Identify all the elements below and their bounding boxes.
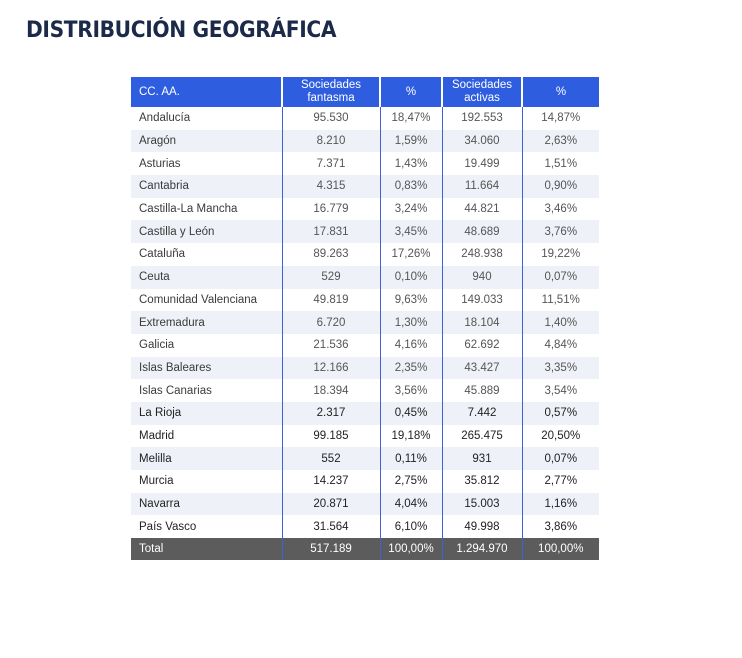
cell-region: Islas Canarias [131, 379, 282, 402]
cell-active: 11.664 [442, 175, 522, 198]
cell-region: Murcia [131, 470, 282, 493]
cell-active: 34.060 [442, 130, 522, 153]
cell-ghost-pct: 1,43% [380, 152, 442, 175]
header-ghost-percent [380, 77, 442, 107]
cell-ghost: 31.564 [282, 515, 380, 538]
total-ghost: 517.189 [282, 538, 380, 560]
cell-ghost-pct: 1,59% [380, 130, 442, 153]
cell-active-pct: 1,16% [522, 493, 599, 516]
cell-ghost: 16.779 [282, 198, 380, 221]
cell-ghost: 21.536 [282, 334, 380, 357]
cell-ghost-pct: 2,35% [380, 357, 442, 380]
header-region [131, 77, 282, 107]
cell-active: 192.553 [442, 107, 522, 130]
cell-region: Melilla [131, 447, 282, 470]
cell-active-pct: 20,50% [522, 425, 599, 448]
cell-ghost: 6.720 [282, 311, 380, 334]
cell-ghost: 12.166 [282, 357, 380, 380]
cell-ghost: 17.831 [282, 220, 380, 243]
cell-region: Madrid [131, 425, 282, 448]
table-row [131, 379, 599, 402]
cell-active-pct: 3,35% [522, 357, 599, 380]
cell-active: 62.692 [442, 334, 522, 357]
cell-ghost: 89.263 [282, 243, 380, 266]
cell-active-pct: 0,07% [522, 266, 599, 289]
cell-ghost: 8.210 [282, 130, 380, 153]
cell-ghost-pct: 18,47% [380, 107, 442, 130]
cell-ghost-pct: 3,45% [380, 220, 442, 243]
cell-active: 45.889 [442, 379, 522, 402]
total-label: Total [131, 538, 282, 560]
table-row [131, 289, 599, 312]
cell-active: 265.475 [442, 425, 522, 448]
cell-region: Andalucía [131, 107, 282, 130]
table-header [131, 77, 599, 107]
cell-active: 931 [442, 447, 522, 470]
table-row [131, 357, 599, 380]
cell-active-pct: 0,07% [522, 447, 599, 470]
header-active-pct-label: % [555, 85, 567, 98]
table-row [131, 198, 599, 221]
cell-active: 15.003 [442, 493, 522, 516]
table-row [131, 107, 599, 130]
cell-active: 44.821 [442, 198, 522, 221]
table-row [131, 470, 599, 493]
cell-region: País Vasco [131, 515, 282, 538]
page-title: DISTRIBUCIÓN GEOGRÁFICA [26, 18, 337, 43]
cell-active-pct: 11,51% [522, 289, 599, 312]
cell-ghost: 552 [282, 447, 380, 470]
cell-active: 940 [442, 266, 522, 289]
cell-region: Comunidad Valenciana [131, 289, 282, 312]
table-row [131, 447, 599, 470]
cell-region: Navarra [131, 493, 282, 516]
cell-active: 248.938 [442, 243, 522, 266]
table-row [131, 243, 599, 266]
cell-active-pct: 19,22% [522, 243, 599, 266]
header-ghost-companies [282, 77, 380, 107]
cell-active-pct: 14,87% [522, 107, 599, 130]
cell-ghost: 14.237 [282, 470, 380, 493]
cell-ghost-pct: 3,24% [380, 198, 442, 221]
total-ghost-pct: 100,00% [380, 538, 442, 560]
cell-region: Islas Baleares [131, 357, 282, 380]
cell-ghost-pct: 0,83% [380, 175, 442, 198]
header-active-companies [442, 77, 522, 107]
cell-ghost: 7.371 [282, 152, 380, 175]
header-active-line1: Sociedades [451, 79, 513, 91]
header-ghost-line1: Sociedades [300, 79, 362, 91]
cell-ghost: 2.317 [282, 402, 380, 425]
cell-active: 48.689 [442, 220, 522, 243]
cell-ghost: 99.185 [282, 425, 380, 448]
cell-active-pct: 1,51% [522, 152, 599, 175]
cell-ghost-pct: 0,11% [380, 447, 442, 470]
cell-ghost-pct: 4,04% [380, 493, 442, 516]
header-ghost-pct-label: % [405, 85, 417, 98]
cell-ghost-pct: 0,45% [380, 402, 442, 425]
cell-ghost: 4.315 [282, 175, 380, 198]
header-ghost-line2: fantasma [307, 92, 355, 104]
total-active-pct: 100,00% [522, 538, 599, 560]
cell-active-pct: 2,77% [522, 470, 599, 493]
cell-active: 49.998 [442, 515, 522, 538]
cell-active-pct: 1,40% [522, 311, 599, 334]
cell-active: 19.499 [442, 152, 522, 175]
cell-active: 18.104 [442, 311, 522, 334]
cell-ghost-pct: 4,16% [380, 334, 442, 357]
cell-active-pct: 2,63% [522, 130, 599, 153]
cell-region: Ceuta [131, 266, 282, 289]
cell-ghost-pct: 3,56% [380, 379, 442, 402]
cell-active: 7.442 [442, 402, 522, 425]
cell-active-pct: 3,46% [522, 198, 599, 221]
header-active-line2: activas [464, 92, 500, 104]
cell-ghost: 529 [282, 266, 380, 289]
table-row [131, 311, 599, 334]
cell-region: Extremadura [131, 311, 282, 334]
cell-active: 35.812 [442, 470, 522, 493]
total-active: 1.294.970 [442, 538, 522, 560]
cell-ghost: 49.819 [282, 289, 380, 312]
table-row [131, 175, 599, 198]
cell-active-pct: 0,57% [522, 402, 599, 425]
table-row [131, 515, 599, 538]
cell-ghost: 95.530 [282, 107, 380, 130]
table-row [131, 402, 599, 425]
cell-ghost-pct: 19,18% [380, 425, 442, 448]
header-region-label: CC. AA. [139, 85, 180, 98]
cell-active: 149.033 [442, 289, 522, 312]
cell-active-pct: 3,76% [522, 220, 599, 243]
cell-region: La Rioja [131, 402, 282, 425]
cell-region: Aragón [131, 130, 282, 153]
cell-ghost-pct: 0,10% [380, 266, 442, 289]
cell-active-pct: 3,86% [522, 515, 599, 538]
header-active-percent [522, 77, 599, 107]
table-row [131, 266, 599, 289]
table-footer [131, 538, 599, 560]
total-row [131, 538, 599, 560]
cell-ghost: 18.394 [282, 379, 380, 402]
cell-region: Cataluña [131, 243, 282, 266]
table-row [131, 425, 599, 448]
cell-ghost-pct: 9,63% [380, 289, 442, 312]
cell-region: Castilla y León [131, 220, 282, 243]
cell-active: 43.427 [442, 357, 522, 380]
table-row [131, 334, 599, 357]
cell-active-pct: 0,90% [522, 175, 599, 198]
cell-active-pct: 3,54% [522, 379, 599, 402]
cell-ghost-pct: 17,26% [380, 243, 442, 266]
table-row [131, 493, 599, 516]
cell-ghost: 20.871 [282, 493, 380, 516]
distribution-table [131, 77, 599, 560]
cell-active-pct: 4,84% [522, 334, 599, 357]
table-row [131, 130, 599, 153]
header-row [131, 77, 599, 107]
cell-region: Asturias [131, 152, 282, 175]
table-row [131, 152, 599, 175]
cell-ghost-pct: 1,30% [380, 311, 442, 334]
table-body [131, 107, 599, 538]
cell-region: Galicia [131, 334, 282, 357]
cell-ghost-pct: 6,10% [380, 515, 442, 538]
cell-region: Castilla-La Mancha [131, 198, 282, 221]
table-row [131, 220, 599, 243]
cell-region: Cantabria [131, 175, 282, 198]
cell-ghost-pct: 2,75% [380, 470, 442, 493]
